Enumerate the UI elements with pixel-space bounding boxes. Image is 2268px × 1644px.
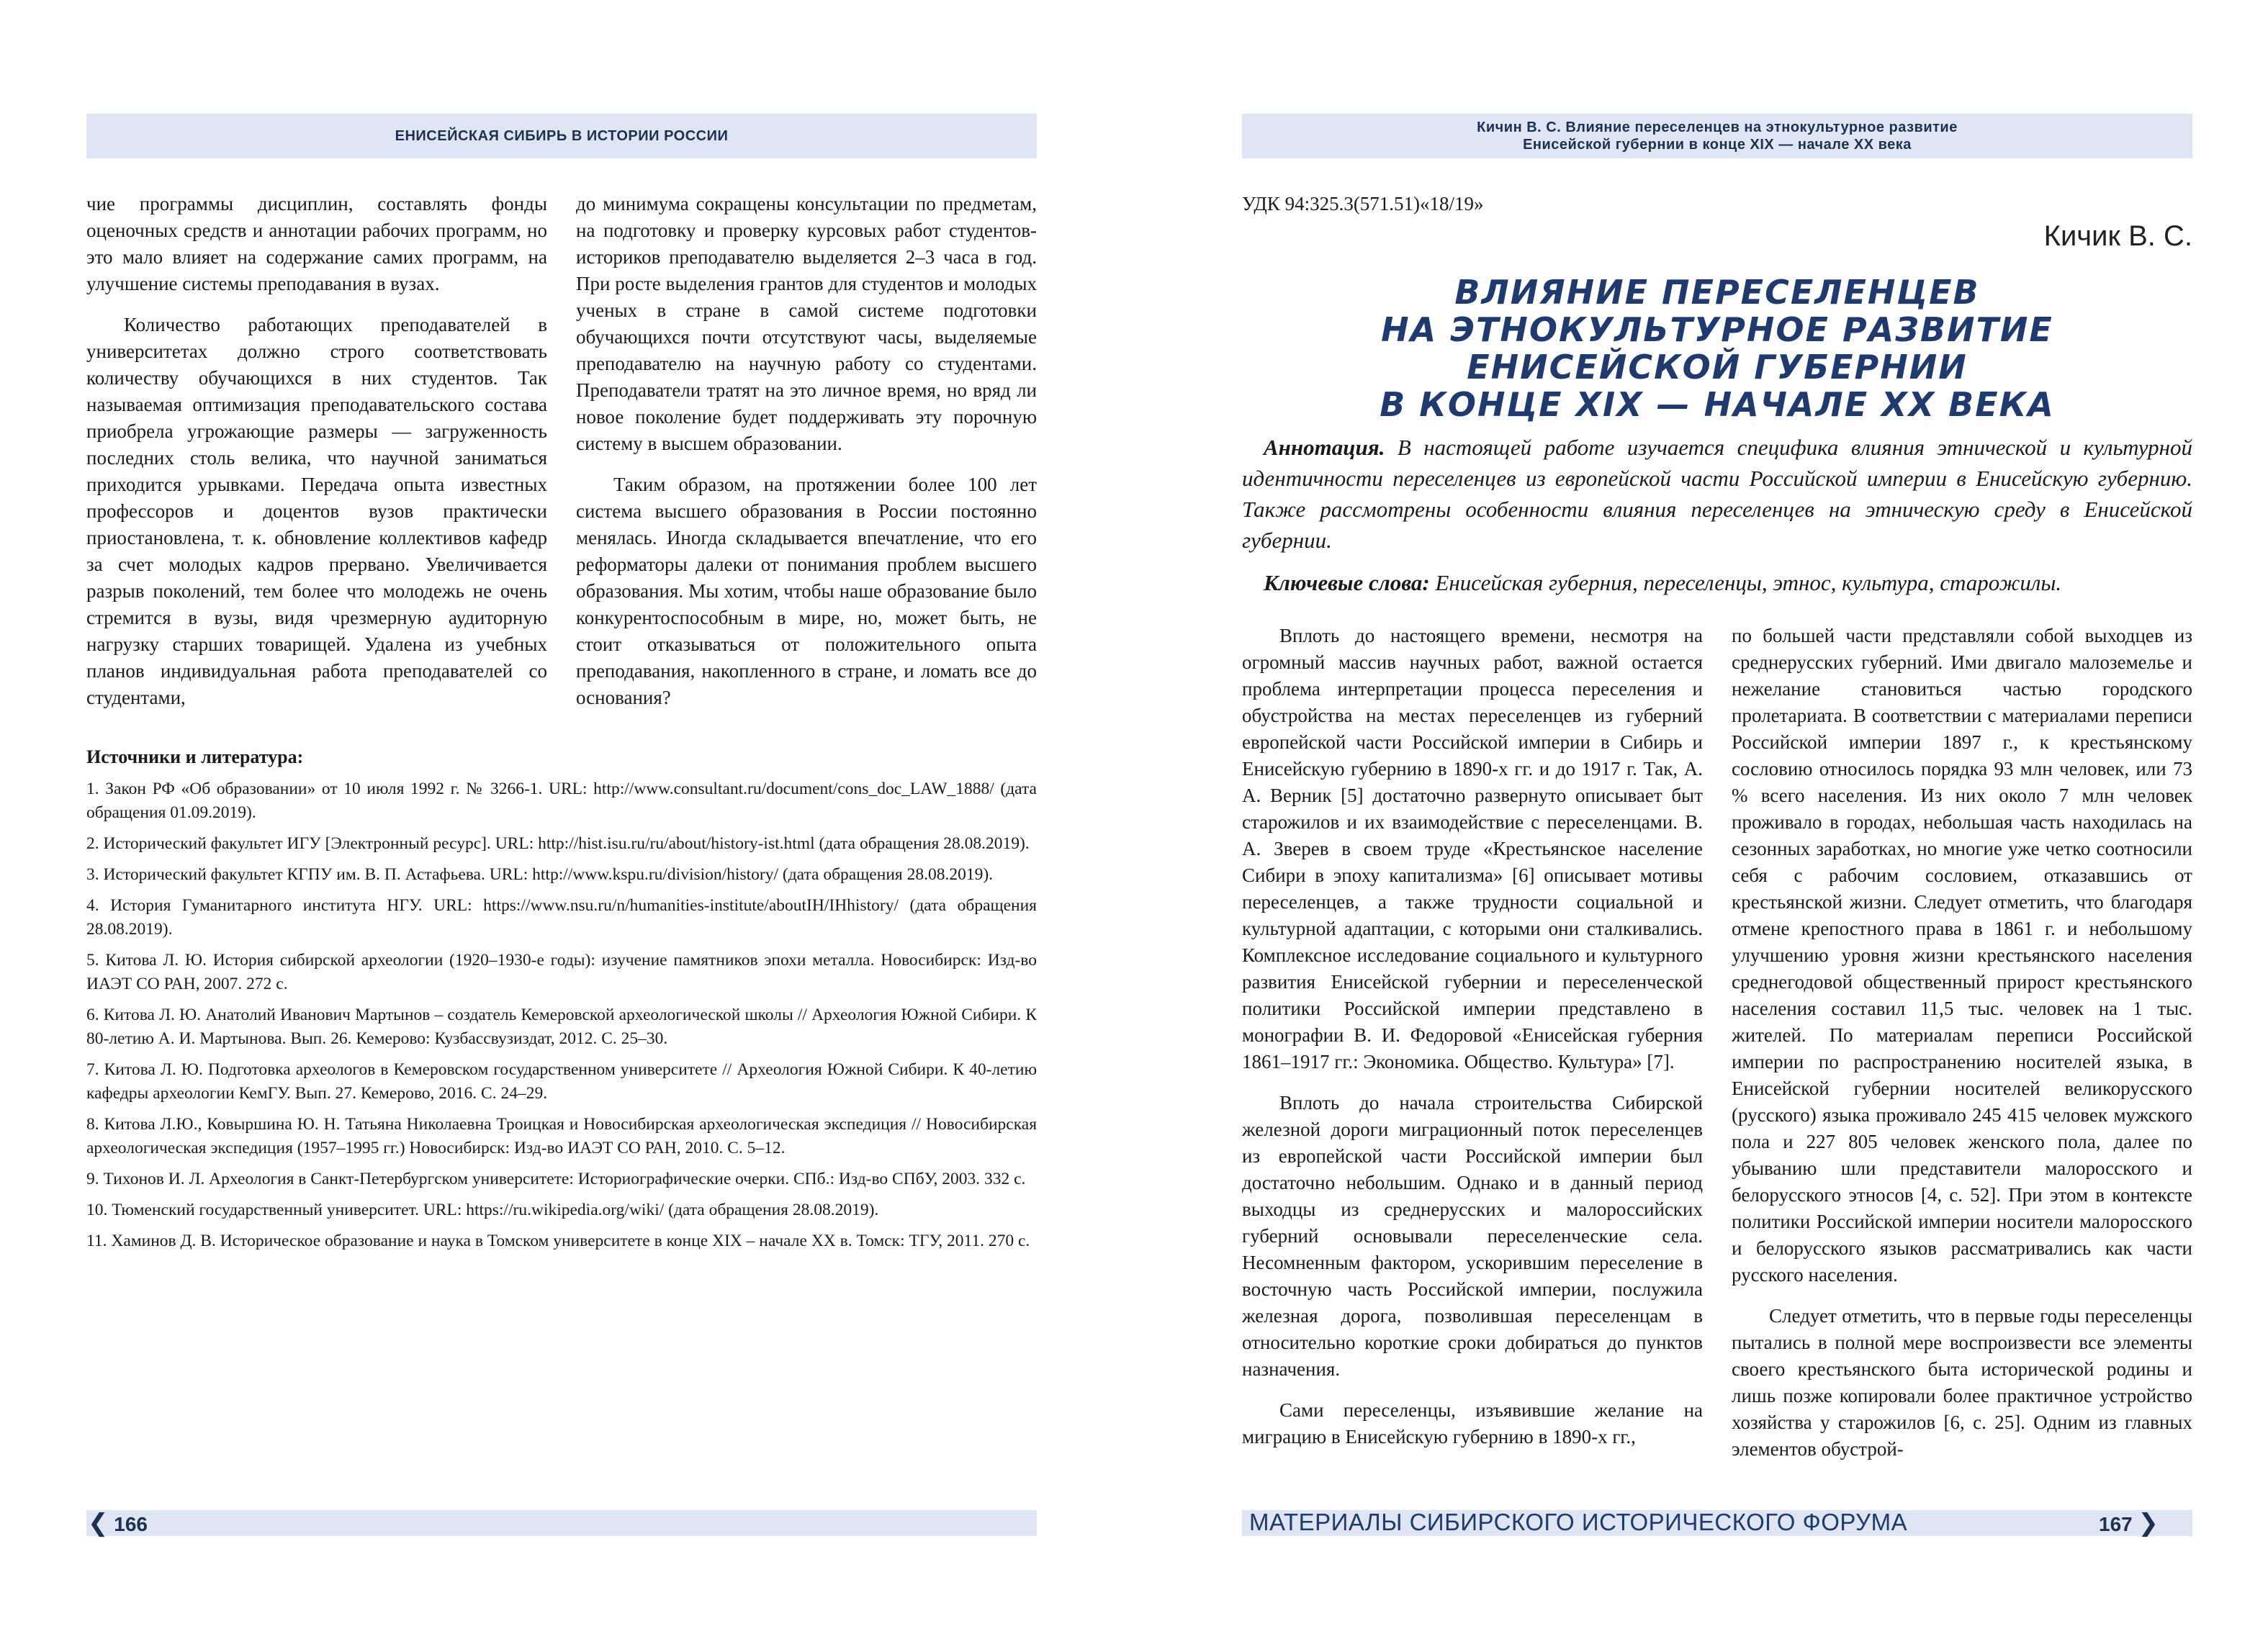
- reference-item: 2. Исторический факультет ИГУ [Электронный ресурс]. URL: http://hist.isu.ru/ru/about/history-ist.html (дата обращения 28.08.2019).: [86, 834, 1030, 853]
- reference-item: 1. Закон РФ «Об образовании» от 10 июля 1992 г. № 3266-1. URL: http://www.consultant.ru/document/cons_doc_LAW_1888/ (дата обращения 01.09.2019).: [86, 780, 1037, 822]
- abstract-text: В настоящей работе изучается специфика влияния этнической и культурной идентичности переселенцев из европейской части Российской империи в Енисейскую губернию. Также рассмотрены особенности влияния переселенцев на этническую среду в Енисейской губернии.: [1242, 435, 2192, 553]
- paragraph: Следует отметить, что в первые годы переселенцы пытались в полной мере воспроизвести все элементы своего крестьянского быта исторической родины и лишь позже копировали более практичное устройство хозяйства у старожилов [6, с. 25]. Одним из главных элементов обустрой-: [1732, 1305, 2192, 1460]
- right-column-1: [1242, 623, 1703, 1465]
- udk-code: УДК 94:325.3(571.51)«18/19»: [1242, 193, 1484, 214]
- page-number-left: [88, 1510, 148, 1536]
- keywords: [1242, 567, 2192, 598]
- running-header-left: [86, 114, 1037, 158]
- keywords-label: Ключевые слова:: [1264, 570, 1430, 595]
- reference-item: 4. История Гуманитарного института НГУ. URL: https://www.nsu.ru/n/humanities-institute/aboutIH/IHhistory/ (дата обращения 28.08.2019).: [86, 896, 1037, 939]
- page-number-right: [2099, 1510, 2159, 1536]
- reference-item: 9. Тихонов И. Л. Археология в Санкт-Петербургском университете: Историографические очерки. СПб.: Изд-во СПбУ, 2003. 332 с.: [86, 1170, 1026, 1188]
- title-line: ВЛИЯНИЕ ПЕРЕСЕЛЕНЦЕВ: [1454, 273, 1980, 312]
- keywords-text: Енисейская губерния, переселенцы, этнос, культура, старожилы.: [1435, 570, 2062, 595]
- paragraph: по большей части представляли собой выходцев из среднерусских губерний. Ими двигало малоземелье и нежелание становиться частью городского пролетариата. В соответствии с материалами переписи Российской империи 1897 г., к крестьянскому сословию относилось порядка 93 млн человек, или 73 % всего населения. Из них около 7 млн человек проживало в городах, небольшая часть находилась на сезонных заработках, но многие уже четко соотносили себя с рабочим сословием, отказавшись от крестьянской жизни. Следует отметить, что благодаря отмене крепостного права в 1861 г. и небольшому улучшению уровня жизни крестьянского населения среднегодовой общественный прирост крестьянского населения составил 11,5 тыс. человек на 1 тыс. жителей. По материалам переписи Российской империи по распространению носителей языка, в Енисейской губернии носителей великорусского (русского) языка проживало 245 415 человек мужского пола и 227 805 человек женского пола, далее по убыванию шли представители малоросского и белорусского этносов [4, с. 52]. При этом в контексте политики Российской империи носители малоросского и белорусского языков рассматривались как части русского населения.: [1732, 625, 2192, 1286]
- footer-band-left: [86, 1510, 1037, 1536]
- paragraph: Количество работающих преподавателей в университетах должно строго соответствовать количеству обучающихся в них студентов. Так называемая оптимизация преподавательского состава приобрела угрожающие размеры — загруженность последних столь велика, что научной заниматься приходится урывками. Передача опыта известных профессоров и доцентов вузов практически приостановлена, т. к. обновление коллективов кафедр за счет молодых кадров прервано. Увеличивается разрыв поколений, тем более что молодежь не очень стремится в вузы, видя чрезмерную аудиторную нагрузку старших товарищей. Удалена из учебных планов индивидуальная работа преподавателей со студентами,: [86, 314, 547, 708]
- running-header-line: Енисейской губернии в конце XIX — начале XX века: [1523, 137, 1912, 153]
- paragraph: чие программы дисциплин, составлять фонды оценочных средств и аннотации рабочих программ, но это мало влияет на содержание самих программ, на улучшение системы преподавания в вузах.: [86, 193, 547, 294]
- right-page: [1134, 0, 2268, 1644]
- reference-item: 10. Тюменский государственный университет. URL: https://ru.wikipedia.org/wiki/ (дата обращения 28.08.2019).: [86, 1201, 879, 1219]
- right-column-2: [1732, 623, 2192, 1477]
- paragraph: Таким образом, на протяжении более 100 лет система высшего образования в России постоянно менялась. Иногда складывается впечатление, что его реформаторы далеки от понимания проблем высшего образования. Мы хотим, чтобы наше образование было конкурентоспособным в мире, но, может быть, не стоит отказываться от положительного опыта преподавания, накопленного в стране, и ломать все до основания?: [576, 474, 1037, 708]
- references-heading: Источники и литература:: [86, 746, 304, 767]
- paragraph: Вплоть до настоящего времени, несмотря на огромный массив научных работ, важной остается проблема интерпретации процесса переселения и обустройства на местах переселенцев из губерний европейской части Российской империи в Сибирь и Енисейскую губернию в 1890-х гг. и до 1917 г. Так, А. А. Верник [5] достаточно развернуто описывает быт старожилов и их взаимодействие с переселенцами. В. А. Зверев в своем труде «Крестьянское население Сибири в эпоху капитализма» [6] описывает мотивы переселенцев, а также трудности социальной и культурной адаптации, с которыми они сталкивались. Комплексное исследование социального и культурного развития Енисейской губернии и переселенческой политики Российской империи представлено в монографии В. И. Федоровой «Енисейская губерния 1861–1917 гг.: Экономика. Общество. Культура» [7].: [1242, 625, 1703, 1072]
- running-header-line: Кичин В. С. Влияние переселенцев на этнокультурное развитие: [1477, 119, 1958, 135]
- chevron-left-icon: ❮: [88, 1509, 109, 1537]
- chevron-right-icon: ❯: [2138, 1509, 2159, 1537]
- running-header-right: [1242, 114, 2192, 158]
- left-column-1: [86, 191, 547, 726]
- paragraph: Вплоть до начала строительства Сибирской железной дороги миграционный поток переселенцев из европейской части Российской империи был достаточно небольшим. Однако и в данный период выходцы из среднерусских и малороссийских губерний основывали переселенческие села. Несомненным фактором, ускорившим переселение в восточную часть Российской империи, послужила железная дорога, позволившая переселенцам в относительно короткие сроки добираться до пунктов назначения.: [1242, 1092, 1703, 1380]
- abstract-label: Аннотация.: [1264, 435, 1385, 460]
- reference-item: 5. Китова Л. Ю. История сибирской археологии (1920–1930-е годы): изучение памятников эпохи металла. Новосибирск: Изд-во ИАЭТ СО РАН, 2007. 272 с.: [86, 951, 1037, 993]
- reference-item: 8. Китова Л.Ю., Ковыршина Ю. Н. Татьяна Николаевна Троицкая и Новосибирская археологическая экспедиция // Новосибирская археологическая экспедиция (1957–1995 гг.) Новосибирск: Изд-во ИАЭТ СО РАН, 2010. С. 5–12.: [86, 1115, 1037, 1157]
- reference-item: 3. Исторический факультет КГПУ им. В. П. Астафьева. URL: http://www.kspu.ru/division/history/ (дата обращения 28.08.2019).: [86, 865, 994, 884]
- abstract: [1242, 432, 2192, 556]
- abstract-block: [1242, 432, 2192, 610]
- reference-item: 7. Китова Л. Ю. Подготовка археологов в Кемеровском государственном университете // Археология Южной Сибири. К 40-летию кафедры археологии КемГУ. Вып. 27. Кемерово, 2016. С. 24–29.: [86, 1060, 1037, 1103]
- author-name: Кичик В. С.: [2043, 220, 2192, 252]
- running-header-text: ЕНИСЕЙСКАЯ СИБИРЬ В ИСТОРИИ РОССИИ: [395, 128, 729, 144]
- paragraph: Сами переселенцы, изъявившие желание на миграцию в Енисейскую губернию в 1890-х гг.,: [1242, 1399, 1703, 1447]
- page-number-text: 167: [2099, 1513, 2133, 1535]
- title-line: В КОНЦЕ XIX — НАЧАЛЕ XX ВЕКА: [1380, 385, 2055, 424]
- article-title: [1242, 274, 2192, 423]
- reference-item: 11. Хаминов Д. В. Историческое образование и наука в Томском университете в конце XIX – начале XX в. Томск: ТГУ, 2011. 270 с.: [86, 1232, 1030, 1250]
- journal-title: МАТЕРИАЛЫ СИБИРСКОГО ИСТОРИЧЕСКОГО ФОРУМА: [1249, 1509, 1908, 1535]
- paragraph: до минимума сокращены консультации по предметам, на подготовку и проверку курсовых работ студентов-историков преподавателю выделяется 2–3 часа в год. При росте выделения грантов для студентов и молодых ученых в стране в самой системе подготовки обучающихся почти отсутствуют часы, выделяемые преподавателю на научную работу со студентами. Преподаватели тратят на это личное время, но вряд ли новое поколение будет поддерживать эту порочную систему в высшем образовании.: [576, 193, 1037, 454]
- title-line: ЕНИСЕЙСКОЙ ГУБЕРНИИ: [1467, 348, 1968, 387]
- references: [86, 745, 1037, 1260]
- title-line: НА ЭТНОКУЛЬТУРНОЕ РАЗВИТИЕ: [1381, 310, 2053, 349]
- page-number-text: 166: [114, 1513, 148, 1535]
- reference-item: 6. Китова Л. Ю. Анатолий Иванович Мартынов – создатель Кемеровской археологической школы // Археология Южной Сибири. К 80-летию А. И. Мартынова. Вып. 26. Кемерово: Кузбассвузиздат, 2012. С. 25–30.: [86, 1006, 1037, 1048]
- left-column-2: [576, 191, 1037, 726]
